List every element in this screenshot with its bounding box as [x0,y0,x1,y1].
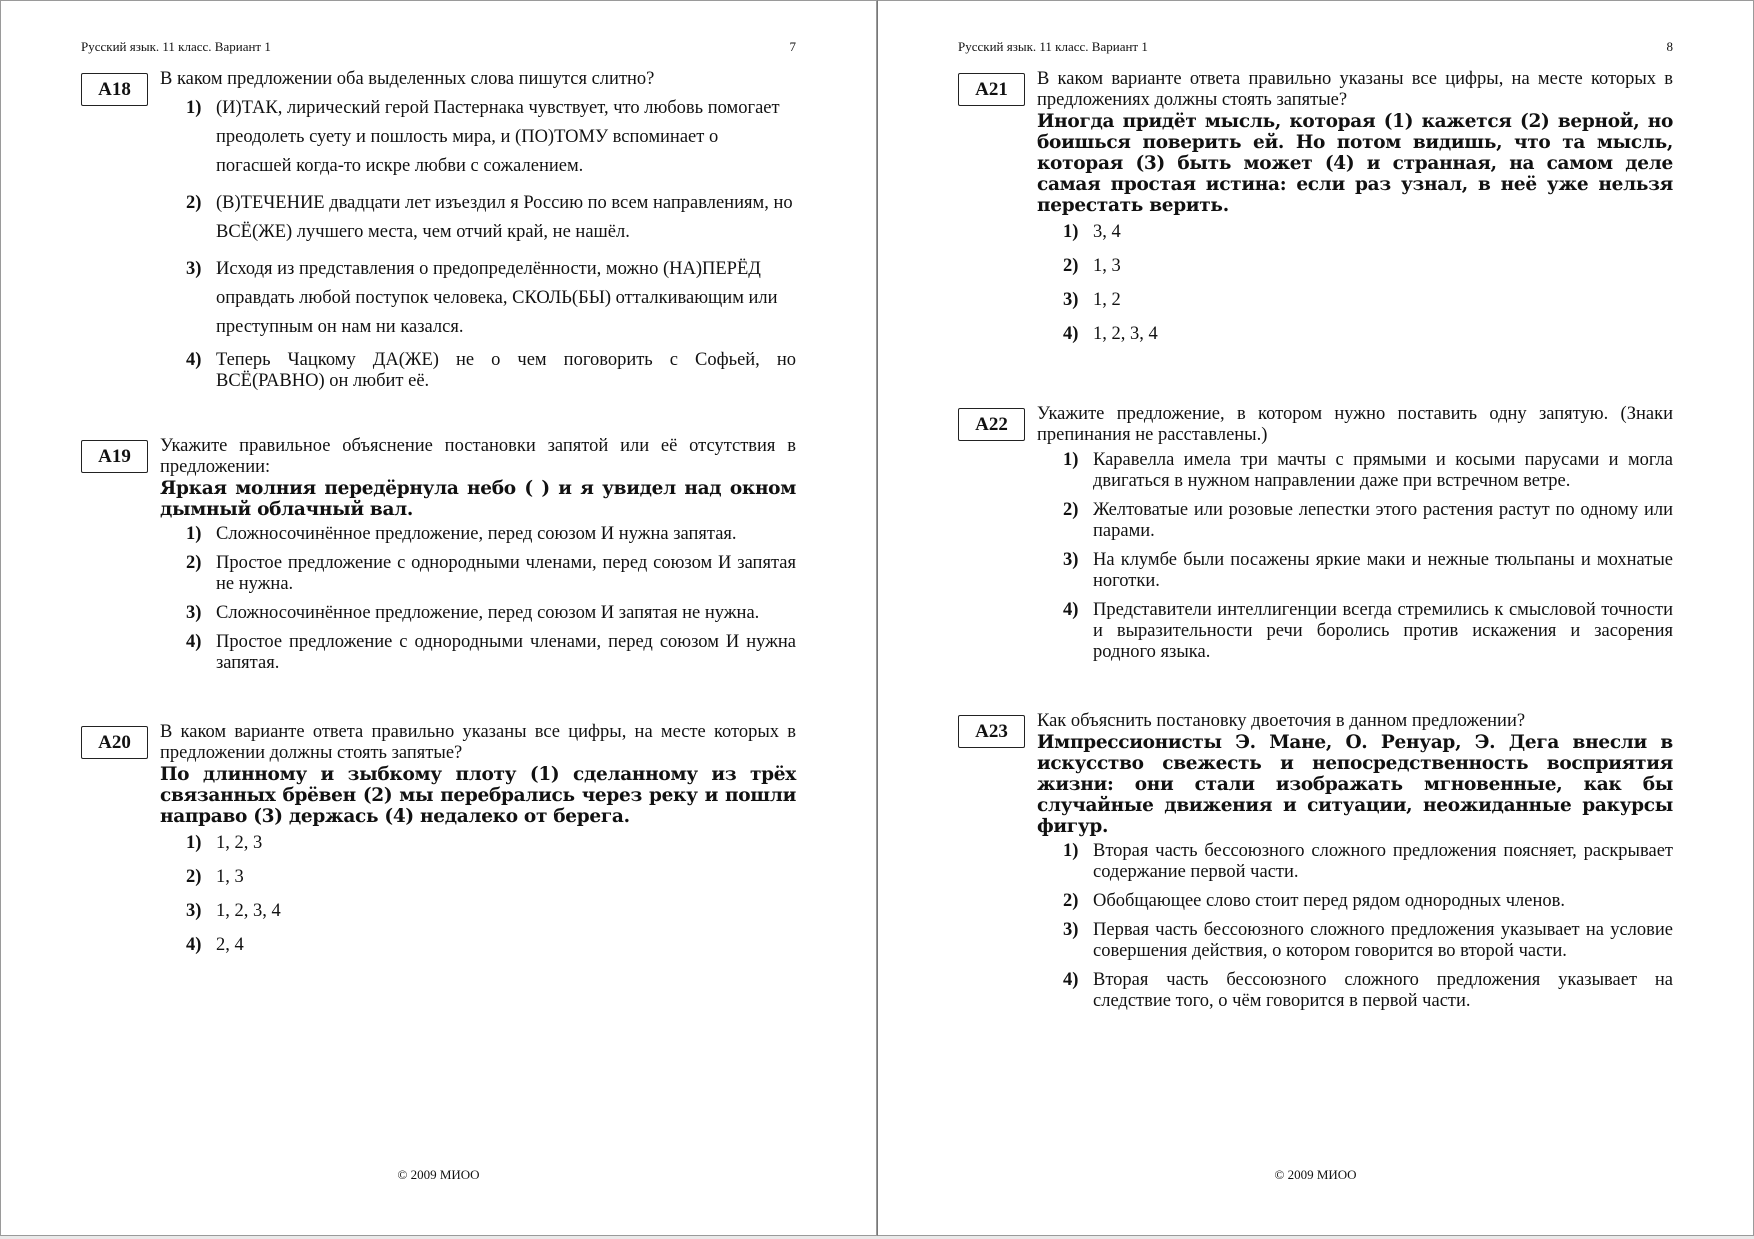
option-number: 2) [186,867,202,887]
task-label: A23 [958,715,1025,748]
answer-option[interactable] [1063,970,1673,1012]
option-number: 1) [1063,222,1079,242]
task-body [1037,711,1673,1020]
option-number: 3) [1063,290,1079,310]
answer-option[interactable] [1063,891,1673,912]
option-text: 1, 2, 3, 4 [216,901,281,921]
answer-options [1063,220,1673,347]
task-sentence: Импрессионисты Э. Мане, О. Ренуар, Э. Дега внесли в искусство свежесть и непосредственность восприятия жизни: они стали изображать мгновенные, как бы случайные движения и ситуации, неожиданные ракурсы фигур. [1037,732,1673,837]
task-question: В каком варианте ответа правильно указаны все цифры, на месте которых в предложении должны стоять запятые? [160,722,796,763]
option-number: 1) [186,524,202,544]
option-number: 1) [1063,450,1079,470]
option-number: 2) [1063,500,1079,520]
option-number: 2) [186,193,202,213]
option-number: 4) [186,350,202,370]
option-text: 1, 3 [216,867,244,887]
option-text: Теперь Чацкому ДА(ЖЕ) не о чем поговорить с Софьей, но ВСЁ(РАВНО) он любит её. [216,350,796,391]
answer-option[interactable] [186,603,796,624]
answer-option[interactable] [186,865,796,890]
page-right [877,0,1754,1236]
option-text: 1, 2, 3, 4 [1093,324,1158,344]
task-a20 [81,722,796,967]
answer-options [1063,450,1673,663]
option-text: Желтоватые или розовые лепестки этого растения растут по одному или парами. [1093,500,1673,541]
option-number: 4) [1063,600,1079,620]
task-sentence: Яркая молния передёрнула небо ( ) и я увидел над окном дымный облачный вал. [160,478,796,520]
task-question: Укажите правильное объяснение постановки запятой или её отсутствия в предложении: [160,436,796,477]
task-a23 [958,711,1673,1020]
task-a18 [81,69,796,400]
task-label: A21 [958,73,1025,106]
task-a21 [958,69,1673,356]
option-number: 3) [1063,550,1079,570]
answer-options [186,831,796,958]
option-text: Простое предложение с однородными членами, перед союзом И нужна запятая. [216,632,796,673]
header-title: Русский язык. 11 класс. Вариант 1 [81,39,271,54]
option-text: Простое предложение с однородными членами, перед союзом И запятая не нужна. [216,553,796,594]
answer-option[interactable] [1063,841,1673,883]
answer-options [186,524,796,674]
answer-option[interactable] [1063,288,1673,313]
page-footer: © 2009 МИОО [1274,1167,1357,1182]
option-text: Исходя из представления о предопределённости, можно (НА)ПЕРЁД оправдать любой поступок человека, СКОЛЬ(БЫ) отталкивающим или преступным он нам ни казался. [216,259,778,337]
task-body [160,722,796,967]
answer-option[interactable] [1063,220,1673,245]
option-text: Вторая часть бессоюзного сложного предложения указывает на следствие того, о чём говорится в первой части. [1093,970,1673,1011]
answer-option[interactable] [1063,600,1673,663]
task-label: A22 [958,408,1025,441]
answer-option[interactable] [186,831,796,856]
header-title: Русский язык. 11 класс. Вариант 1 [958,39,1148,54]
task-a22 [958,404,1673,671]
running-header [81,39,796,55]
answer-option[interactable] [186,350,796,392]
task-body [160,69,796,400]
option-text: 1, 3 [1093,256,1121,276]
running-header [958,39,1673,55]
option-number: 4) [186,632,202,652]
answer-option[interactable] [1063,550,1673,592]
option-number: 2) [1063,256,1079,276]
task-body [1037,69,1673,356]
option-text: На клумбе были посажены яркие маки и нежные тюльпаны и мохнатые ноготки. [1093,550,1673,591]
page-left [0,0,877,1236]
task-label: A18 [81,73,148,106]
task-sentence: Иногда придёт мысль, которая (1) кажется (2) верной, но боишься поверить ей. Но потом видишь, что та мысль, которая (3) быть может (4) и странная, на самом деле самая простая истина: если раз узнал, в неё уже нельзя перестать верить. [1037,111,1673,216]
option-number: 3) [186,901,202,921]
option-text: Первая часть бессоюзного сложного предложения указывает на условие совершения действия, о котором говорится во второй части. [1093,920,1673,961]
answer-options [186,94,796,392]
option-text: Сложносочинённое предложение, перед союзом И запятая не нужна. [216,603,760,623]
task-question: В каком варианте ответа правильно указаны все цифры, на месте которых в предложениях должны стоять запятые? [1037,69,1673,110]
option-text: Сложносочинённое предложение, перед союзом И нужна запятая. [216,524,737,544]
option-number: 3) [186,259,202,279]
option-text: 2, 4 [216,935,244,955]
option-text: 1, 2 [1093,290,1121,310]
answer-option[interactable] [186,524,796,545]
answer-option[interactable] [186,899,796,924]
task-question: Как объяснить постановку двоеточия в данном предложении? [1037,711,1526,731]
page-footer: © 2009 МИОО [397,1167,480,1182]
task-body [160,436,796,682]
option-text: Обобщающее слово стоит перед рядом однородных членов. [1093,891,1565,911]
option-number: 4) [186,935,202,955]
option-number: 1) [1063,841,1079,861]
answer-option[interactable] [1063,254,1673,279]
option-number: 1) [186,833,202,853]
answer-option[interactable] [186,553,796,595]
option-number: 4) [1063,970,1079,990]
answer-option[interactable] [186,632,796,674]
task-a19 [81,436,796,682]
task-label: A19 [81,440,148,473]
answer-options [1063,841,1673,1012]
answer-option[interactable] [1063,450,1673,492]
option-text: Каравелла имела три мачты с прямыми и косыми парусами и могла двигаться в нужном направлении даже при встречном ветре. [1093,450,1673,491]
option-text: Вторая часть бессоюзного сложного предложения поясняет, раскрывает содержание первой части. [1093,841,1673,882]
task-question: Укажите предложение, в котором нужно поставить одну запятую. (Знаки препинания не расставлены.) [1037,404,1673,445]
option-number: 2) [186,553,202,573]
answer-option[interactable] [1063,920,1673,962]
option-text: Представители интеллигенции всегда стремились к смысловой точности и выразительности речи боролись против искажения и засорения родного языка. [1093,600,1673,662]
answer-option[interactable] [186,94,796,181]
option-number: 4) [1063,324,1079,344]
option-text: (В)ТЕЧЕНИЕ двадцати лет изъездил я Россию по всем направлениям, но ВСЁ(ЖЕ) лучшего места, чем отчий край, не нашёл. [216,193,793,242]
option-number: 3) [186,603,202,623]
answer-option[interactable] [1063,322,1673,347]
answer-option[interactable] [186,189,796,247]
answer-option[interactable] [186,933,796,958]
option-number: 3) [1063,920,1079,940]
option-text: 1, 2, 3 [216,833,263,853]
task-body [1037,404,1673,671]
answer-option[interactable] [186,255,796,342]
answer-option[interactable] [1063,500,1673,542]
task-sentence: По длинному и зыбкому плоту (1) сделанному из трёх связанных брёвен (2) мы перебрались через реку и пошли направо (3) держась (4) недалеко от берега. [160,764,796,827]
task-label: A20 [81,726,148,759]
option-number: 1) [186,98,202,118]
task-question: В каком предложении оба выделенных слова пишутся слитно? [160,69,655,89]
option-text: (И)ТАК, лирический герой Пастернака чувствует, что любовь помогает преодолеть суету и пошлость мира, и (ПО)ТОМУ вспоминает о погасшей когда-то искре любви с сожалением. [216,98,780,176]
page-number: 8 [1666,39,1673,54]
page-number: 7 [789,39,796,54]
option-text: 3, 4 [1093,222,1121,242]
option-number: 2) [1063,891,1079,911]
